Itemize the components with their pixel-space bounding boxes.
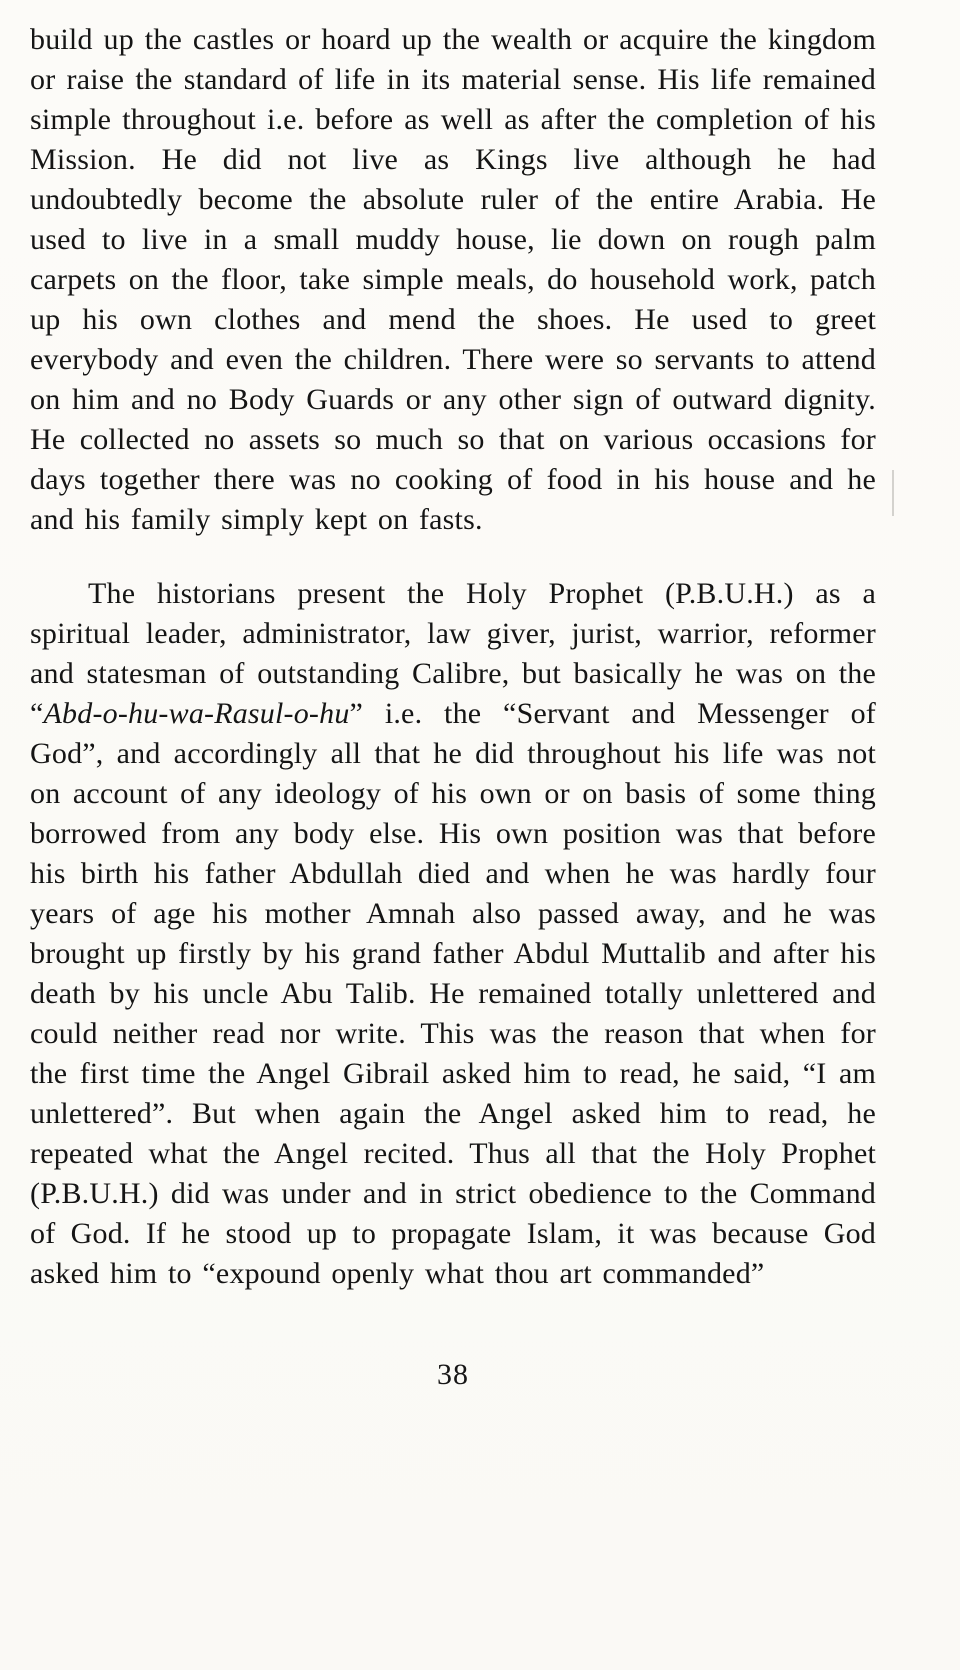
paragraph-continuation (30, 20, 876, 540)
text-segment: ” i.e. the “Servant and Messenger of God”, and accordingly all that he did throughout his life was not on account of any ideology of his own or on basis of some thing borrowed from any body else. His own position was that before his birth his father Abdullah died and when he was hardly four years of age his mother Amnah also passed away, and he was brought up firstly by his grand father Abdul Muttalib and after his death by his uncle Abu Talib. He remained totally unlettered and could neither read nor write. This was the reason that when for the first time the Angel Gibrail asked him to read, he said, “I am unlettered”. But when again the Angel asked him to read, he repeated what the Angel recited. Thus all that the Holy Prophet (P.B.U.H.) did was under and in strict obedience to the Command of God. If he stood up to propagate Islam, it was because God asked him to “expound openly what thou art commanded” (30, 697, 876, 1290)
scan-artifact-line (892, 470, 894, 516)
italic-phrase: Abd-o-hu-wa-Rasul-o-hu (43, 697, 350, 730)
page-footer (30, 1358, 876, 1392)
page-number: 38 (437, 1358, 469, 1391)
text-segment: The historians present the Holy Prophet (P.B.U.H.) as a spiritual leader, administrator, law giver, jurist, warrior, reformer and statesman of outstanding Calibre, but basically he was on the “ (30, 577, 876, 730)
page-text (30, 20, 876, 1294)
text-segment: build up the castles or hoard up the wealth or acquire the kingdom or raise the standard of life in its material sense. His life remained simple throughout i.e. before as well as after the completion of his Mission. He did not live as Kings live although he had undoubtedly become the absolute ruler of the entire Arabia. He used to live in a small muddy house, lie down on rough palm carpets on the floor, take simple meals, do household work, patch up his own clothes and mend the shoes. He used to greet everybody and even the children. There were so servants to attend on him and no Body Guards or any other sign of outward dignity. He collected no assets so much so that on various occasions for days together there was no cooking of food in his house and he and his family simply kept on fasts. (30, 23, 876, 536)
paragraph-historians (30, 574, 876, 1294)
